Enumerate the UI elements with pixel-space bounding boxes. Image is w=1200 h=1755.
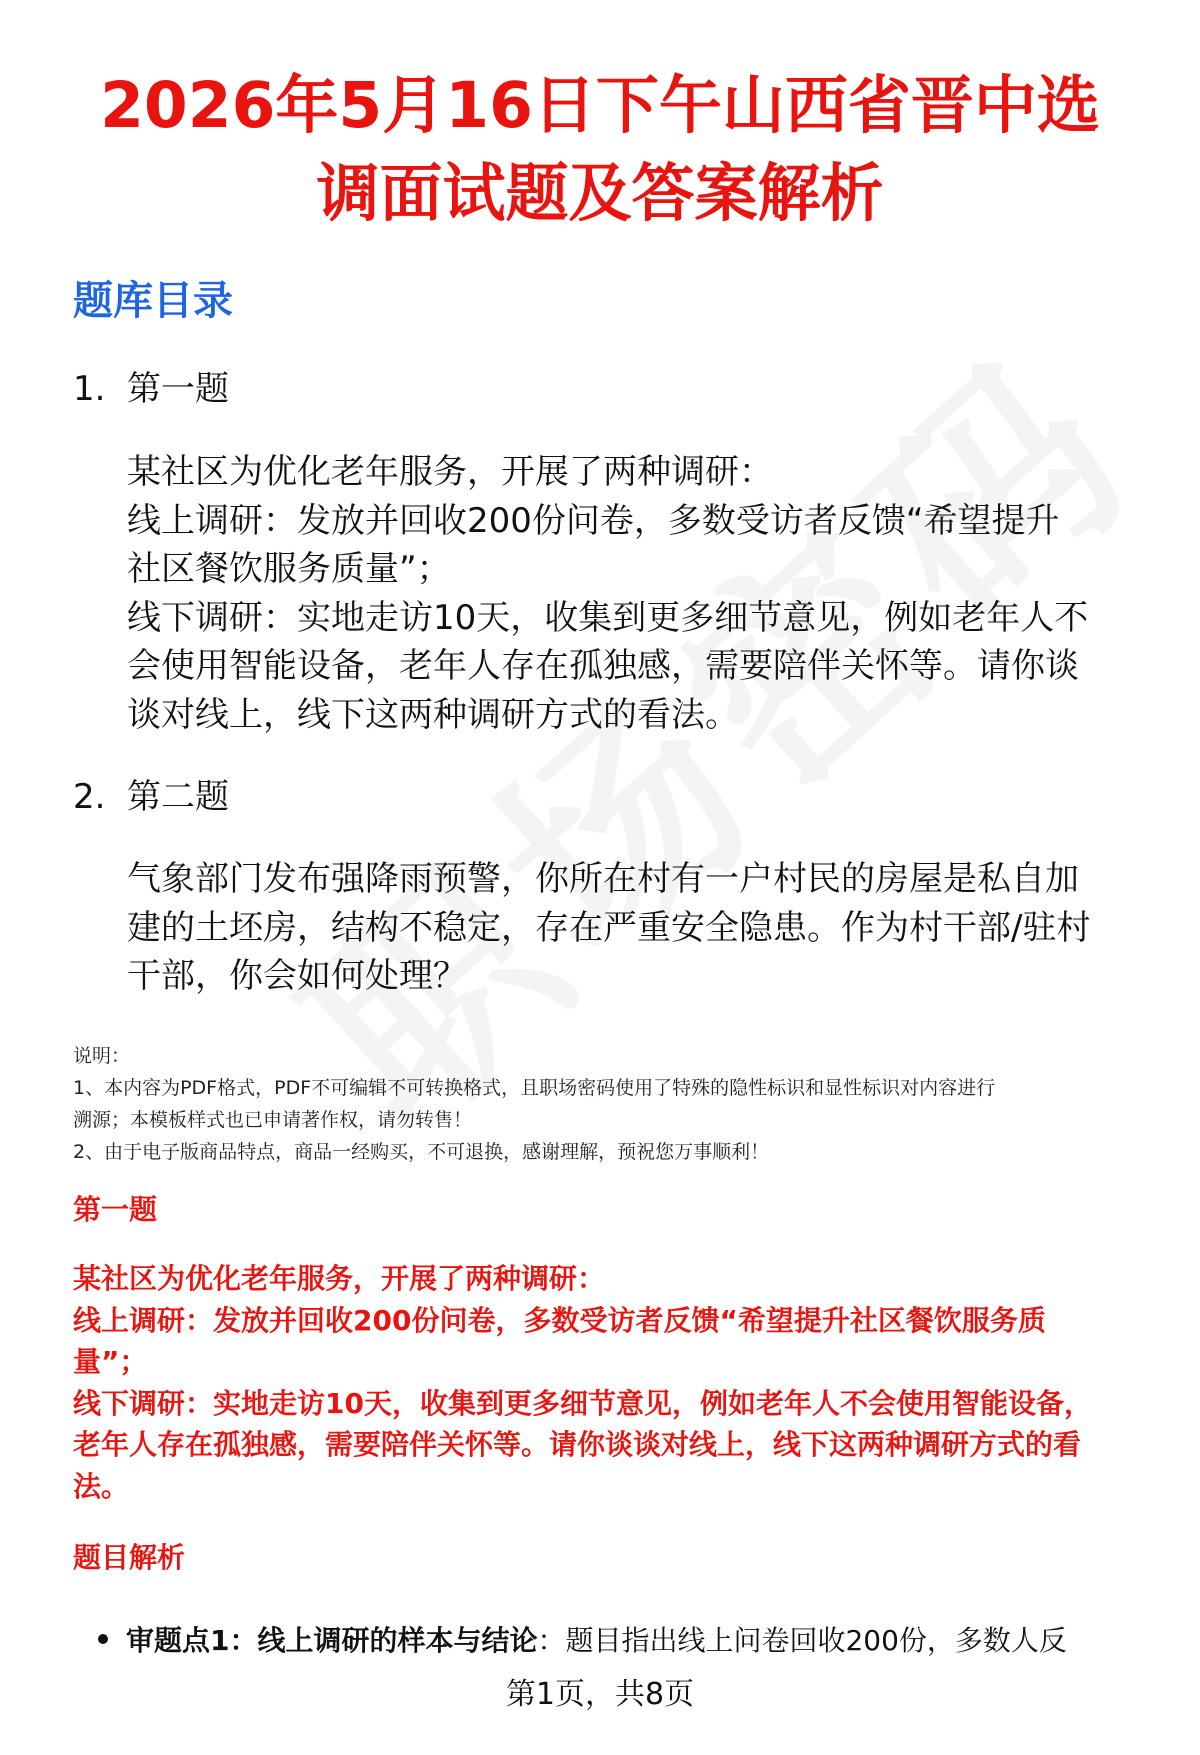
analysis-title: 题目解析 [73, 1541, 186, 1574]
toc-item-1-line: 谈对线上，线下这两种调研方式的看法。 [127, 694, 739, 735]
toc-item-2-line: 干部，你会如何处理？ [127, 956, 467, 996]
toc-item-2-line: 气象部门发布强降雨预警，你所在村有一户村民的房屋是私自加 [127, 859, 1079, 899]
title-line-1: 2026年5月16日下午山西省晋中选 [100, 69, 1100, 142]
toc-item-2-line: 建的土坯房，结构不稳定，存在严重安全隐患。作为村干部/驻村 [127, 907, 1091, 948]
section-1-line: 线下调研：实地走访10天，收集到更多细节意见，例如老年人不会使用智能设备， [73, 1386, 1092, 1420]
toc-item-1-line: 线上调研：发放并回收200份问卷，多数受访者反馈“希望提升 [127, 500, 1060, 541]
toc-item-1-number: 1. [73, 369, 106, 409]
bullet-text: ：题目指出线上问卷回收200份，多数人反 [537, 1624, 1067, 1657]
section-1-line: 线上调研：发放并回收200份问卷，多数受访者反馈“希望提升社区餐饮服务质 [73, 1303, 1046, 1337]
toc-item-2-label: 第二题 [127, 777, 229, 817]
notice-block [73, 1040, 1163, 1168]
toc-item-1-line: 会使用智能设备，老年人存在孤独感，需要陪伴关怀等。请你谈 [127, 646, 1079, 686]
section-1-body [73, 1258, 1163, 1507]
toc-heading: 题库目录 [73, 278, 233, 324]
toc-item-1-label: 第一题 [127, 369, 229, 409]
section-1-line: 某社区为优化老年服务，开展了两种调研： [73, 1262, 606, 1295]
bullet-dot-icon [98, 1634, 108, 1644]
bullet-lead: 审题点1：线上调研的样本与结论 [126, 1624, 538, 1657]
toc-item-2-number: 2. [73, 777, 106, 817]
document-title [60, 62, 1140, 238]
toc-item-1-header[interactable] [73, 367, 229, 411]
title-line-2: 调面试题及答案解析 [316, 157, 884, 230]
analysis-bullet [98, 1621, 1158, 1661]
page-footer: 第1页，共8页 [505, 1677, 695, 1712]
toc-item-1-line: 线下调研：实地走访10天，收集到更多细节意见，例如老年人不 [127, 597, 1089, 638]
toc-item-2-header[interactable] [73, 775, 229, 819]
toc-item-1-body [127, 448, 1167, 739]
notice-line: 溯源；本模板样式也已申请著作权，请勿转售！ [73, 1109, 473, 1131]
section-1-line: 老年人存在孤独感，需要陪伴关怀等。请你谈谈对线上，线下这两种调研方式的看 [73, 1428, 1082, 1461]
toc-item-1-line: 社区餐饮服务质量”； [127, 549, 451, 589]
section-1-block [73, 1190, 1163, 1507]
notice-line: 2、由于电子版商品特点，商品一经购买，不可退换，感谢理解，预祝您万事顺利！ [73, 1141, 770, 1163]
toc-item-2-body [127, 855, 1167, 1001]
section-1-line: 量”； [73, 1345, 148, 1378]
notice-heading: 说明： [73, 1045, 131, 1067]
notice-line: 1、本内容为PDF格式，PDF不可编辑不可转换格式，且职场密码使用了特殊的隐性标识和显性标识对内容进行 [73, 1077, 996, 1099]
section-1-title: 第一题 [73, 1193, 158, 1226]
section-1-line: 法。 [73, 1469, 130, 1503]
toc-item-1-line: 某社区为优化老年服务，开展了两种调研： [127, 452, 773, 492]
